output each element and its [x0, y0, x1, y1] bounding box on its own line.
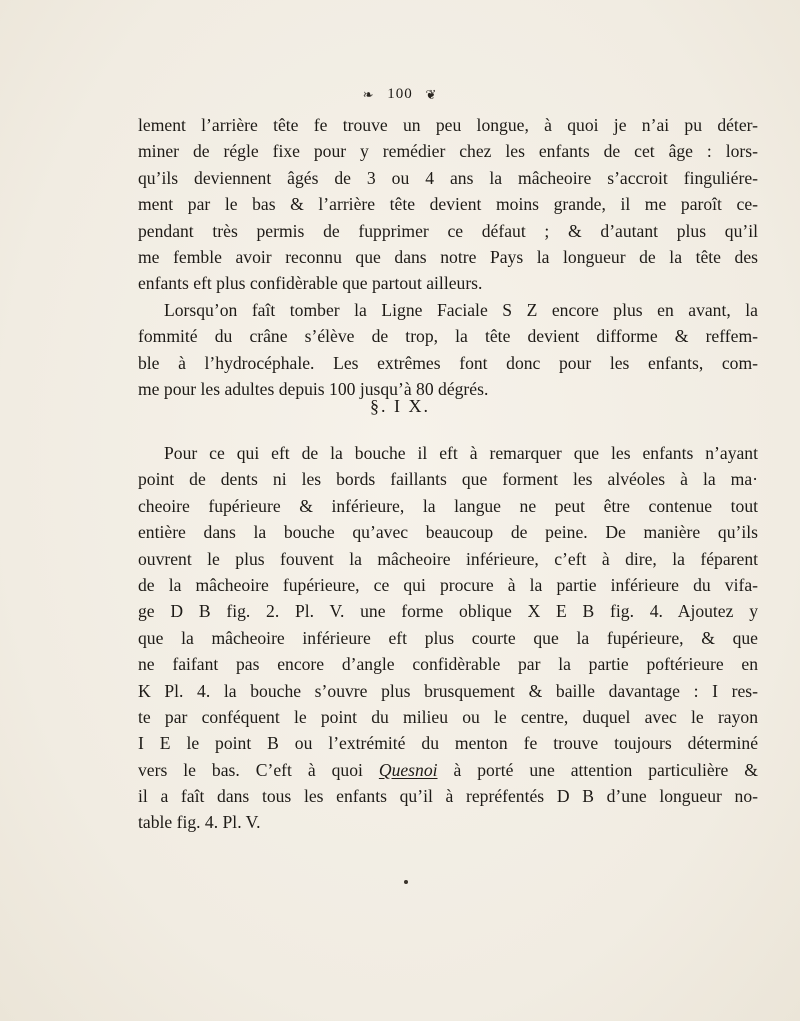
text-line: ne faifant pas encore d’angle confidèrable par la partie poftérieure en — [138, 654, 758, 675]
text-line: me femble avoir reconnu que dans notre Pays la longueur de la tête des — [138, 246, 758, 267]
left-ornament-icon: ❧ — [362, 86, 375, 102]
text-line: entière dans la bouche qu’avec beaucoup de peine. De manière qu’ils — [138, 522, 758, 543]
text-line: point de dents ni les bords faillants que forment les alvéoles à la ma· — [138, 469, 758, 490]
page-header — [0, 86, 800, 103]
text-line: ouvrent le plus fouvent la mâcheoire inférieure, c’eft à dire, la féparent — [138, 548, 758, 569]
text-line: K Pl. 4. la bouche s’ouvre plus brusquement & baille davantage : I res- — [138, 680, 758, 701]
text-line: table fig. 4. Pl. V. — [138, 812, 261, 833]
right-ornament-icon: ❦ — [425, 86, 438, 102]
text-line: Lorsqu’on faît tomber la Ligne Faciale S Z encore plus en avant, la — [164, 299, 758, 320]
text-line: Pour ce qui eft de la bouche il eft à remarquer que les enfants n’ayant — [164, 443, 758, 463]
text-line — [138, 757, 758, 783]
author-name: Quesnoi — [378, 759, 438, 780]
section-heading: §. I X. — [370, 396, 430, 416]
text-line: I E le point B ou l’extrémité du menton fe trouve toujours déterminé — [138, 733, 758, 754]
text-line: fommité du crâne s’élève de trop, la tête devient difforme & reffem- — [138, 326, 758, 347]
text-line: te par conféquent le point du milieu ou le centre, duquel avec le rayon — [138, 706, 758, 727]
text-line: me pour les adultes depuis 100 jusqu’à 80 dégrés. — [138, 378, 489, 399]
text-line: qu’ils deviennent âgés de 3 ou 4 ans la mâcheoire s’accroit finguliére- — [138, 167, 758, 188]
text-line: pendant très permis de fupprimer ce défaut ; & d’autant plus qu’il — [138, 220, 758, 241]
line-start: vers le bas. C’eft à quoi — [138, 759, 379, 780]
paragraph-2 — [138, 440, 758, 836]
text-line: ment par le bas & l’arrière tête devient moins grande, il me paroît ce- — [138, 194, 758, 215]
text-line: ge D B fig. 2. Pl. V. une forme oblique X E B fig. 4. Ajoutez y — [138, 601, 758, 622]
text-line: lement l’arrière tête fe trouve un peu longue, à quoi je n’ai pu déter- — [138, 115, 758, 135]
text-line: enfants eft plus confidèrable que partout ailleurs. — [138, 273, 483, 294]
text-line: ble à l’hydrocéphale. Les extrêmes font donc pour les enfants, com- — [138, 352, 758, 373]
line-end: à porté une attention particulière & — [437, 759, 758, 780]
text-line: cheoire fupérieure & inférieure, la langue ne peut être contenue tout — [138, 495, 758, 516]
page-number: 100 — [387, 86, 413, 103]
text-line: de la mâcheoire fupérieure, ce qui procure à la partie inférieure du vifa- — [138, 574, 758, 595]
text-line: que la mâcheoire inférieure eft plus courte que la fupérieure, & que — [138, 627, 758, 648]
paragraph-1 — [138, 112, 758, 402]
text-line: il a faît dans tous les enfants qu’il à repréfentés D B d’une longueur no- — [138, 786, 758, 807]
text-line: miner de régle fixe pour y remédier chez les enfants de cet âge : lors- — [138, 141, 758, 162]
ink-speck — [404, 880, 408, 884]
